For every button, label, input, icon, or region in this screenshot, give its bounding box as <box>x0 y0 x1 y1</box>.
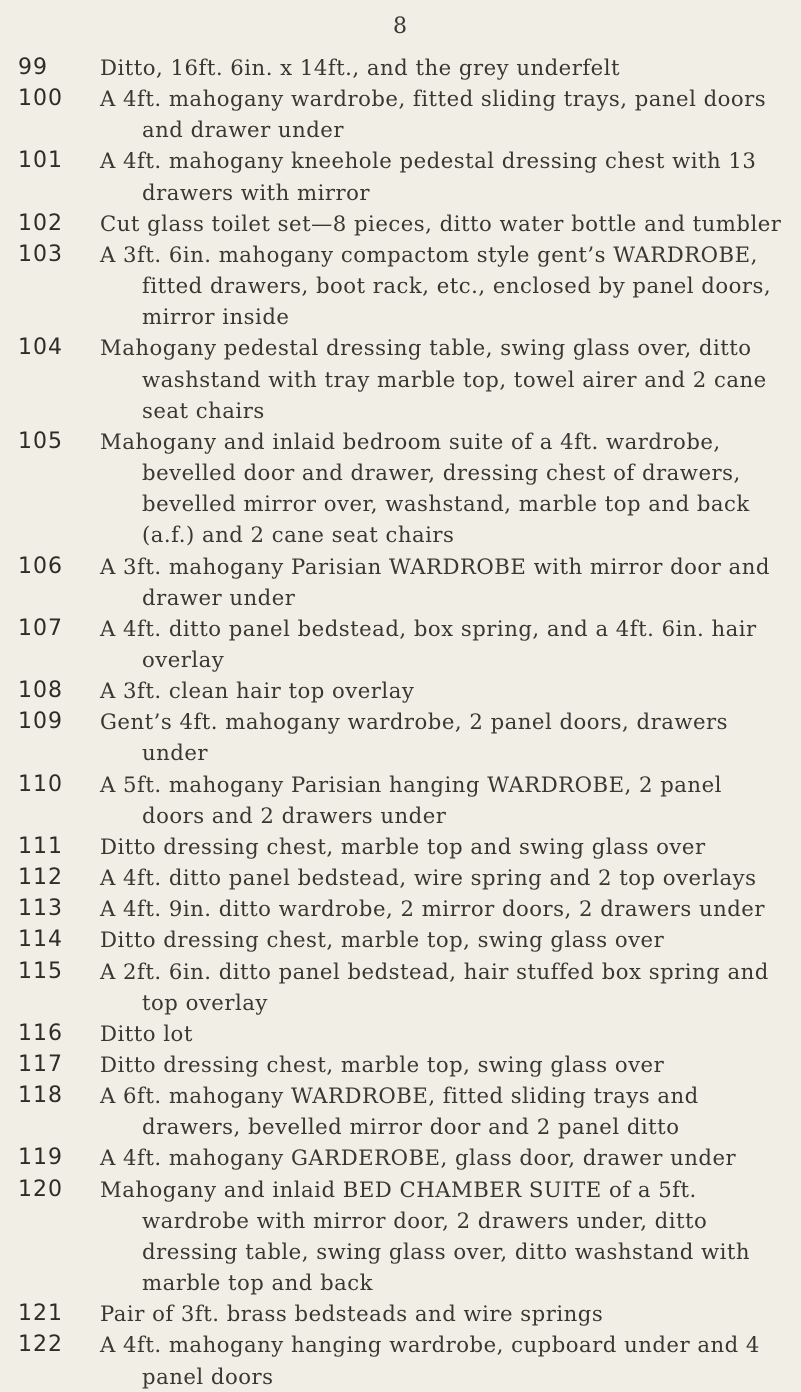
lot-description: Ditto dressing chest, marble top, swing glass over <box>100 1052 665 1077</box>
lot-list <box>18 52 783 1392</box>
lot-number: 107 <box>18 615 63 641</box>
lot-number: 101 <box>18 148 63 174</box>
lot-description: Mahogany pedestal dressing table, swing glass over, ditto washstand with tray marble top, towel airer and 2 cane seat chairs <box>100 335 767 423</box>
lot-number: 116 <box>18 1020 63 1046</box>
lot-number: 117 <box>18 1052 63 1077</box>
lot-item <box>18 769 783 831</box>
lot-number: 111 <box>18 833 63 859</box>
lot-item <box>18 1142 783 1173</box>
lot-number: 114 <box>18 927 63 953</box>
lot-number: 109 <box>18 709 63 735</box>
lot-description: A 3ft. mahogany Parisian WARDROBE with mirror door and drawer under <box>100 553 770 610</box>
lot-item <box>18 83 783 145</box>
lot-description: A 4ft. ditto panel bedstead, box spring, and a 4ft. 6in. hair overlay <box>100 615 757 672</box>
lot-description: A 4ft. 9in. ditto wardrobe, 2 mirror doors, 2 drawers under <box>100 896 765 922</box>
lot-number: 100 <box>18 86 63 112</box>
lot-number: 106 <box>18 553 63 579</box>
lot-description: A 3ft. 6in. mahogany compactom style gent’s WARDROBE, fitted drawers, boot rack, etc., enclosed by panel doors, mirror inside <box>100 241 772 330</box>
lot-item <box>18 1174 783 1299</box>
lot-number: 122 <box>18 1332 63 1358</box>
lot-item <box>18 332 783 425</box>
page-number: 8 <box>393 14 408 39</box>
lot-number: 105 <box>18 428 63 454</box>
lot-item <box>18 893 783 924</box>
lot-item <box>18 239 783 332</box>
lot-item <box>18 1080 783 1142</box>
lot-item <box>18 1329 783 1391</box>
lot-description: Cut glass toilet set—8 pieces, ditto water bottle and tumbler <box>100 210 782 236</box>
lot-item <box>18 426 783 551</box>
lot-description: Mahogany and inlaid BED CHAMBER SUITE of a 5ft. wardrobe with mirror door, 2 drawers under, ditto dressing table, swing glass over, ditto washstand with marble top and back <box>100 1176 751 1296</box>
lot-number: 113 <box>18 896 63 922</box>
lot-description: Ditto dressing chest, marble top and swing glass over <box>100 833 706 859</box>
lot-item <box>18 1298 783 1329</box>
lot-item <box>18 1018 783 1049</box>
lot-number: 118 <box>18 1083 63 1109</box>
lot-description: A 6ft. mahogany WARDROBE, fitted sliding trays and drawers, bevelled mirror door and 2 panel ditto <box>100 1083 699 1140</box>
lot-number: 102 <box>18 210 63 236</box>
lot-description: A 4ft. mahogany GARDEROBE, glass door, drawer under <box>100 1145 737 1171</box>
lot-item <box>18 831 783 862</box>
lot-item <box>18 862 783 893</box>
lot-item <box>18 208 783 239</box>
lot-description: A 4ft. mahogany kneehole pedestal dressing chest with 13 drawers with mirror <box>100 148 757 205</box>
lot-description: Gent’s 4ft. mahogany wardrobe, 2 panel doors, drawers under <box>100 709 729 766</box>
lot-description: A 2ft. 6in. ditto panel bedstead, hair stuffed box spring and top overlay <box>100 958 769 1015</box>
lot-item <box>18 706 783 768</box>
lot-item <box>18 551 783 613</box>
lot-item <box>18 924 783 955</box>
lot-number: 110 <box>18 771 63 797</box>
lot-description: A 4ft. mahogany hanging wardrobe, cupboard under and 4 panel doors <box>100 1332 760 1389</box>
lot-number: 121 <box>18 1301 63 1327</box>
lot-item <box>18 613 783 675</box>
lot-description: A 4ft. ditto panel bedstead, wire spring and 2 top overlays <box>100 865 757 891</box>
lot-description: Ditto, 16ft. 6in. x 14ft., and the grey underfelt <box>100 55 621 80</box>
lot-number: 119 <box>18 1145 63 1171</box>
lot-number: 115 <box>18 958 63 984</box>
lot-number: 112 <box>18 865 63 891</box>
lot-description: Pair of 3ft. brass bedsteads and wire springs <box>100 1301 604 1327</box>
lot-description: A 5ft. mahogany Parisian hanging WARDROBE, 2 panel doors and 2 drawers under <box>100 771 722 828</box>
lot-item <box>18 956 783 1018</box>
lot-item <box>18 1049 783 1080</box>
lot-item <box>18 145 783 207</box>
lot-description: Ditto lot <box>100 1020 193 1046</box>
lot-description: Mahogany and inlaid bedroom suite of a 4ft. wardrobe, bevelled door and drawer, dressing chest of drawers, bevelled mirror over, washstand, marble top and back (a.f.) and 2 cane seat chairs <box>100 428 750 548</box>
lot-item <box>18 52 783 83</box>
lot-number: 99 <box>18 55 48 80</box>
lot-description: A 3ft. clean hair top overlay <box>100 678 415 704</box>
lot-description: Ditto dressing chest, marble top, swing glass over <box>100 927 665 953</box>
lot-number: 103 <box>18 241 63 267</box>
lot-number: 104 <box>18 335 63 361</box>
lot-item <box>18 675 783 706</box>
lot-number: 120 <box>18 1176 63 1202</box>
lot-number: 108 <box>18 678 63 704</box>
lot-description: A 4ft. mahogany wardrobe, fitted sliding trays, panel doors and drawer under <box>100 86 767 143</box>
